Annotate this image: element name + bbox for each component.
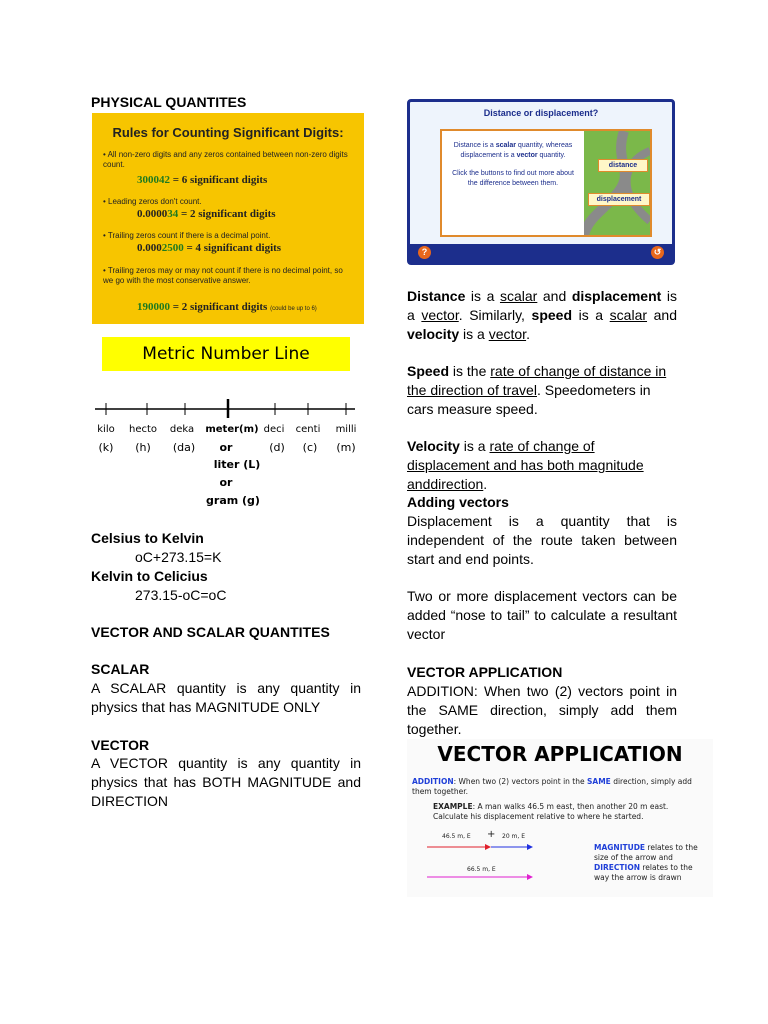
vector-definition: A VECTOR quantity is any quantity in physics that has BOTH MAGNITUDE and DIRECTION [91, 755, 361, 809]
adding-vectors-heading: Adding vectors [407, 494, 509, 510]
panel-content [440, 129, 652, 237]
kelvin-to-celsius-formula: 273.15-oC=oC [135, 587, 227, 603]
metric-abbr-hecto: (h) [135, 441, 151, 454]
adding-vectors-text: Displacement is a quantity that is independent of the route taken between start and end points. [407, 513, 677, 567]
plus-sign: + [487, 829, 496, 840]
metric-label-kilo: kilo [97, 424, 115, 435]
nose-to-tail-text: Two or more displacement vectors can be added “nose to tail” to calculate a resultant vector [407, 588, 677, 642]
metric-abbr-deka: (da) [172, 441, 196, 454]
metric-label-meter: meter(m) [205, 424, 259, 435]
metric-label-deci: deci [263, 424, 285, 435]
scalar-heading: SCALAR [91, 661, 150, 677]
metric-abbr-centi: (c) [302, 441, 318, 454]
distance-vs-displacement-paragraph: Distance is a scalar and displacement is a vector. Similarly, speed is a scalar and velocity is a vector. [407, 288, 677, 342]
sigfig-result-1: 300042 = 6 significant digits [137, 174, 268, 186]
scalar-definition: A SCALAR quantity is any quantity in physics that has MAGNITUDE ONLY [91, 680, 361, 715]
metric-abbr-kilo: (k) [98, 441, 114, 454]
speed-paragraph: Speed is the rate of change of distance in the direction of travel. Speedometers in cars measure speed. [407, 363, 667, 417]
help-icon[interactable]: ? [418, 246, 431, 259]
vector-label-2: 20 m, E [502, 833, 525, 840]
road-illustration [584, 131, 650, 235]
vector-label-3: 66.5 m, E [467, 866, 496, 873]
metric-label-hecto: hecto [128, 424, 158, 435]
image-magnitude-direction-note: MAGNITUDE relates to the size of the arrow and DIRECTION relates to the way the arrow is drawn [594, 843, 698, 882]
sigfig-rule-4: • Trailing zeros may or may not count if there is no decimal point, so we go with the most conservative answer. [103, 266, 343, 285]
vector-label-1: 46.5 m, E [442, 833, 471, 840]
celsius-to-kelvin-formula: oC+273.15=K [135, 549, 222, 565]
kelvin-to-celsius-heading: Kelvin to Celicius [91, 568, 208, 584]
vector-application-image [407, 739, 713, 897]
sigfig-result-2: 0.000034 = 2 significant digits [137, 208, 276, 220]
vector-heading: VECTOR [91, 737, 150, 753]
physical-quantities-heading: PHYSICAL QUANTITES [91, 94, 247, 110]
vector-scalar-heading: VECTOR AND SCALAR QUANTITES [91, 624, 330, 640]
sigfig-result-4: 190000 = 2 significant digits (could be up to 6) [137, 301, 317, 313]
metric-base-liter: liter (L) [213, 458, 261, 471]
vector-application-text: ADDITION: When two (2) vectors point in the SAME direction, simply add them together. [407, 683, 677, 737]
metric-abbr-deci: (d) [269, 441, 285, 454]
vector-application-heading: VECTOR APPLICATION [407, 664, 563, 680]
velocity-paragraph: Velocity is a rate of change of displacement and has both magnitude anddirection. [407, 438, 644, 492]
sigfig-rule-3: • Trailing zeros count if there is a decimal point. [103, 231, 271, 240]
sigfig-result-3: 0.0002500 = 4 significant digits [137, 242, 282, 254]
sigfig-rule-1: • All non-zero digits and any zeros contained between non-zero digits count. [103, 150, 348, 169]
panel-text: Distance is a scalar quantity, whereas displacement is a vector quantity. Click the buttons to find out more about the difference between them. [452, 142, 574, 187]
metric-number-line [92, 396, 360, 420]
metric-label-milli: milli [335, 424, 357, 435]
metric-base-gram: gram (g) [206, 494, 260, 507]
vector-arrows [425, 843, 537, 883]
back-icon[interactable]: ↺ [651, 246, 664, 259]
metric-abbr-milli: (m) [336, 441, 356, 454]
sigfig-title: Rules for Counting Significant Digits: [112, 125, 344, 140]
metric-label-centi: centi [295, 424, 321, 435]
panel-footer [410, 244, 672, 262]
image-addition-text: ADDITION: When two (2) vectors point in the SAME direction, simply add them together. [412, 777, 692, 796]
metric-base-or-2: or [219, 476, 233, 489]
metric-base-or-1: or [219, 441, 233, 454]
metric-label-deka: deka [169, 424, 195, 435]
metric-number-line-title: Metric Number Line [102, 337, 350, 371]
sigfig-rule-2: • Leading zeros don't count. [103, 197, 202, 206]
panel-title: Distance or displacement? [483, 108, 599, 118]
significant-digits-rules-image [92, 113, 364, 324]
image-title: VECTOR APPLICATION [437, 742, 683, 766]
celsius-to-kelvin-heading: Celsius to Kelvin [91, 530, 204, 546]
image-example-text: EXAMPLE: A man walks 46.5 m east, then another 20 m east. Calculate his displacement relative to where he started. [433, 802, 669, 821]
distance-displacement-panel [407, 99, 675, 265]
displacement-button[interactable]: displacement [588, 193, 650, 206]
distance-button[interactable]: distance [598, 159, 648, 172]
